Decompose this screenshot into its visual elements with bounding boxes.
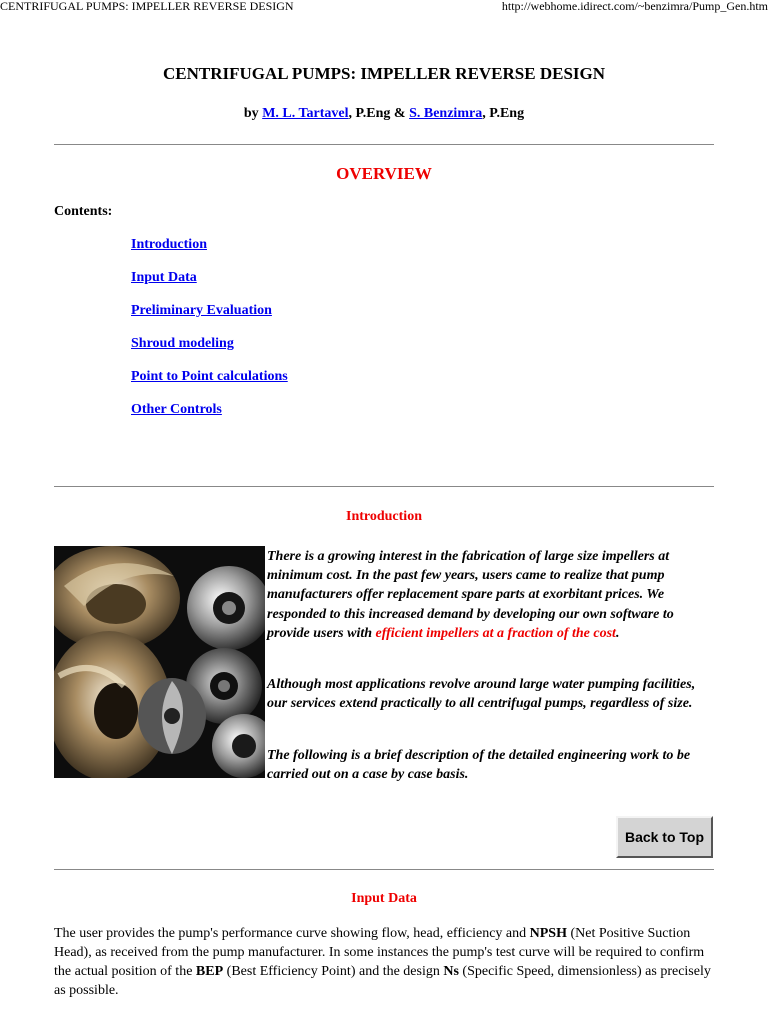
- intro-p1-text: There is a growing interest in the fabrication of large size impellers at minimum cost. In the past few years, users came to realize that pump manufacturers offer replacement spare parts at exorbitant prices. We responded to this increased demand by developing our own software to provide users with: [267, 549, 674, 641]
- toc-link-introduction[interactable]: Introduction: [131, 237, 207, 252]
- input-data-paragraph: [54, 924, 718, 1000]
- input-data-text-4: (Specific Speed, dimensionless) as precisely as possible.: [54, 964, 711, 998]
- toc-link-shroud-modeling[interactable]: Shroud modeling: [131, 336, 234, 351]
- introduction-heading: Introduction: [346, 509, 422, 524]
- contents-label: Contents:: [54, 204, 113, 219]
- introduction-paragraph-3: The following is a brief description of the detailed engineering work to be carried out on a case by case basis.: [267, 748, 691, 783]
- divider: [54, 869, 714, 870]
- page-title: CENTRIFUGAL PUMPS: IMPELLER REVERSE DESIGN: [162, 64, 606, 83]
- toc-link-point-to-point[interactable]: Point to Point calculations: [131, 369, 288, 384]
- back-to-top-button[interactable]: Back to Top: [616, 816, 713, 858]
- bep-term: BEP: [195, 964, 224, 979]
- byline-suffix-1: , P.Eng &: [348, 106, 410, 121]
- page-header-title: CENTRIFUGAL PUMPS: IMPELLER REVERSE DESIGN: [0, 0, 294, 13]
- ns-term: Ns: [443, 964, 459, 979]
- input-data-heading: Input Data: [351, 891, 417, 906]
- toc-link-preliminary-evaluation[interactable]: Preliminary Evaluation: [131, 303, 272, 318]
- input-data-text-3: (Best Efficiency Point) and the design: [223, 964, 444, 979]
- introduction-paragraph-2: Although most applications revolve around large water pumping facilities, our services extend practically to all centrifugal pumps, regardless of size.: [267, 677, 696, 712]
- toc-link-other-controls[interactable]: Other Controls: [131, 402, 222, 417]
- input-data-text-1: The user provides the pump's performance curve showing flow, head, efficiency and: [54, 926, 530, 941]
- intro-p1-highlight: efficient impellers at a fraction of the cost: [375, 625, 616, 641]
- introduction-paragraph-1: [267, 547, 717, 643]
- author-link-tartavel[interactable]: M. L. Tartavel: [262, 106, 349, 121]
- byline-suffix-2: , P.Eng: [482, 106, 525, 121]
- overview-heading: OVERVIEW: [336, 164, 432, 183]
- divider: [54, 144, 714, 145]
- author-link-benzimra[interactable]: S. Benzimra: [409, 106, 483, 121]
- page-header-url: http://webhome.idirect.com/~benzimra/Pump_Gen.htm: [501, 0, 768, 13]
- byline: [0, 106, 768, 122]
- input-data-text-2: (Net Positive Suction Head), as received from the pump manufacturer. In some instances the pump's test curve will be required to confirm the actual position of the: [54, 926, 705, 979]
- intro-p1-end: .: [615, 625, 620, 641]
- toc-link-input-data[interactable]: Input Data: [131, 270, 197, 285]
- npsh-term: NPSH: [529, 926, 567, 941]
- divider: [54, 486, 714, 487]
- impellers-image: [54, 546, 265, 778]
- impellers-photo: [54, 546, 265, 778]
- byline-prefix: by: [243, 106, 263, 121]
